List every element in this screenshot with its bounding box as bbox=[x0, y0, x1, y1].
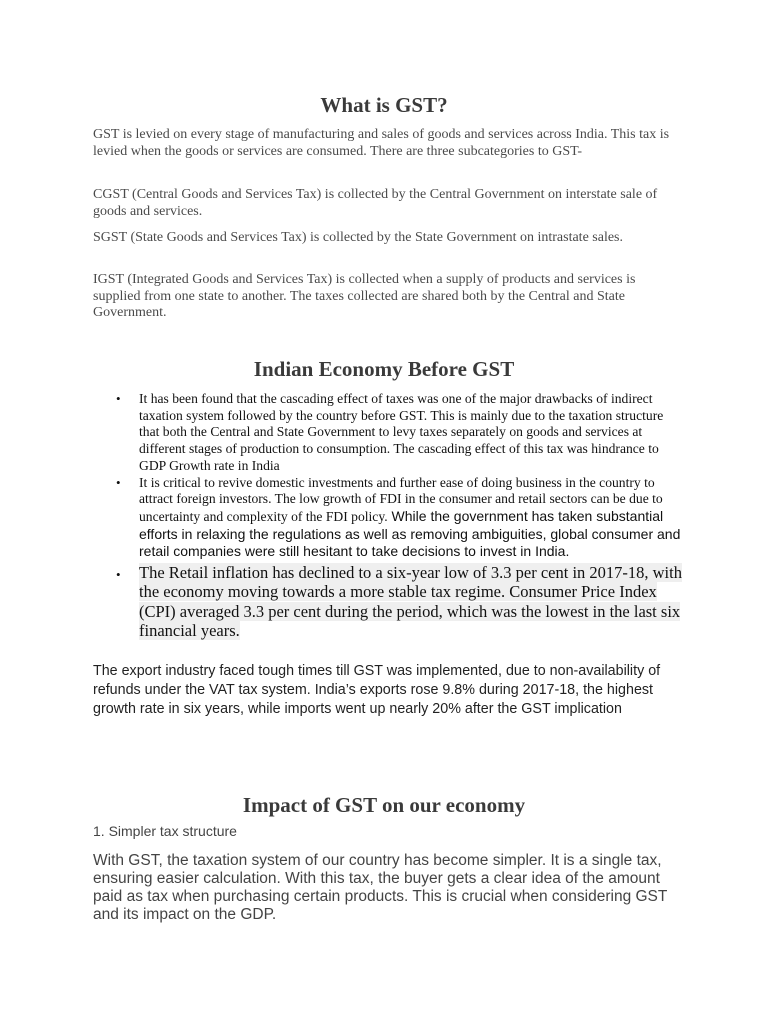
bullet-icon: • bbox=[116, 474, 121, 490]
list-item bbox=[112, 475, 682, 562]
heading-impact-of-gst: Impact of GST on our economy bbox=[242, 793, 526, 817]
paragraph-cgst: CGST (Central Goods and Services Tax) is collected by the Central Government on interstate sale of goods and services. bbox=[93, 187, 658, 219]
paragraph-gst-intro: GST is levied on every stage of manufacturing and sales of goods and services across India. This tax is levied when the goods or services are consumed. There are three subcategories to GST- bbox=[93, 127, 670, 159]
bullet-text-domestic-investment: It is critical to revive domestic investments and further ease of doing business in the country to attract foreign investors. The low growth of FDI in the consumer and retail sectors can be due to uncertainty and complexity of the FDI policy. bbox=[139, 474, 663, 524]
list-item bbox=[112, 391, 682, 475]
bullet-text-regulations: While the government has taken substantial efforts in relaxing the regulations as well as removing ambiguities, global consumer and retail companies were still hesitant to take decisions to invest in India. bbox=[139, 507, 681, 560]
heading-indian-economy-before-gst: Indian Economy Before GST bbox=[253, 357, 515, 381]
paragraph-simpler-tax: With GST, the taxation system of our country has become simpler. It is a single tax, ensuring easier calculation. With this tax, the buyer gets a clear idea of the amount paid as tax when purchasing certain products. This is crucial when considering GST and its impact on the GDP. bbox=[93, 852, 668, 923]
bullet-text-retail-inflation: The Retail inflation has declined to a six-year low of 3.3 per cent in 2017-18, with the economy moving towards a more stable tax regime. Consumer Price Index (CPI) averaged 3.3 per cent during the period, which was the lowest in the last six financial years. bbox=[139, 563, 682, 640]
paragraph-export-industry: The export industry faced tough times till GST was implemented, due to non-availability of refunds under the VAT tax system. India’s exports rose 9.8% during 2017-18, the highest growth rate in six years, while imports went up nearly 20% after the GST implication bbox=[93, 663, 661, 718]
bullet-list bbox=[112, 391, 682, 640]
paragraph-igst: IGST (Integrated Goods and Services Tax) is collected when a supply of products and services is supplied from one state to another. The taxes collected are shared both by the Central and State Government. bbox=[93, 272, 636, 320]
subheading-simpler-tax-structure: 1. Simpler tax structure bbox=[93, 823, 237, 839]
heading-what-is-gst: What is GST? bbox=[320, 93, 448, 117]
bullet-text-cascading-effect: It has been found that the cascading effect of taxes was one of the major drawbacks of indirect taxation system followed by the country before GST. This is mainly due to the taxation structure that both the Central and State Government to levy taxes separately on goods and services at different stages of production to consumption. The cascading effect of this tax was hindrance to GDP Growth rate in India bbox=[139, 391, 664, 473]
bullet-icon: • bbox=[116, 567, 121, 583]
paragraph-sgst: SGST (State Goods and Services Tax) is collected by the State Government on intrastate sales. bbox=[93, 230, 623, 245]
bullet-icon: • bbox=[116, 391, 121, 406]
list-item bbox=[112, 563, 682, 640]
